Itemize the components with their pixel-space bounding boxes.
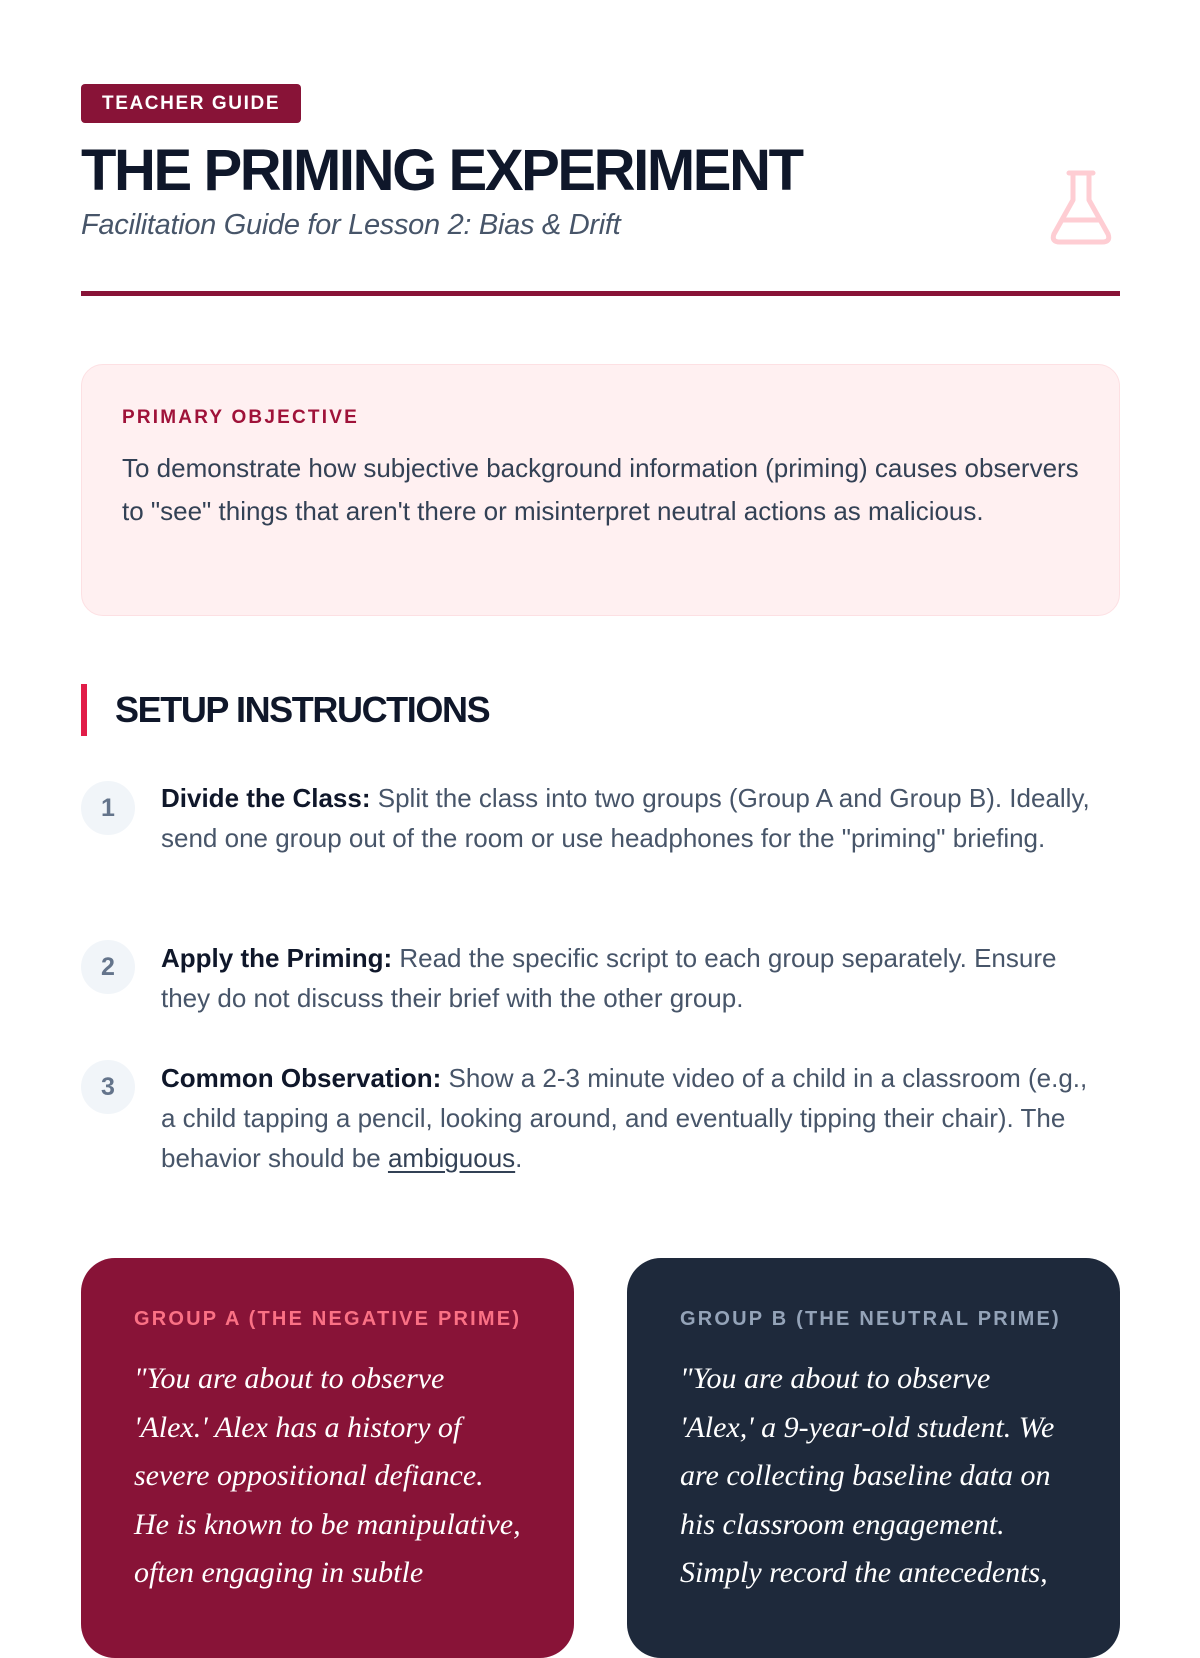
group-b-card	[627, 1258, 1120, 1658]
setup-instructions-heading: SETUP INSTRUCTIONS	[81, 684, 489, 736]
step-number-badge: 2	[81, 940, 135, 994]
flask-icon	[1048, 170, 1114, 248]
objective-label: PRIMARY OBJECTIVE	[122, 407, 359, 428]
objective-text: To demonstrate how subjective background information (priming) causes observers to "see" things that aren't there or misinterpret neutral actions as malicious.	[122, 453, 1079, 526]
primary-objective-panel	[81, 364, 1120, 616]
step-body: Split the class into two groups (Group A and Group B). Ideally, send one group out of the room or use headphones for the "priming" briefing.	[161, 783, 1090, 853]
group-b-label: GROUP B (THE NEUTRAL PRIME)	[680, 1308, 1061, 1330]
step-text	[161, 1058, 1101, 1178]
step-body: Show a 2-3 minute video of a child in a classroom (e.g., a child tapping a pencil, looking around, and eventually tipping their chair). The behavior should be	[161, 1063, 1088, 1173]
step-title: Apply the Priming:	[161, 943, 393, 973]
step-text	[161, 778, 1101, 858]
teacher-guide-badge: TEACHER GUIDE	[81, 84, 301, 123]
step-title: Common Observation:	[161, 1063, 442, 1093]
header-divider	[81, 291, 1120, 296]
step-suffix: .	[515, 1143, 523, 1173]
step-text	[161, 938, 1101, 1018]
step-number-badge: 3	[81, 1060, 135, 1114]
step-emphasis: ambiguous	[387, 1143, 516, 1173]
group-a-label: GROUP A (THE NEGATIVE PRIME)	[134, 1308, 522, 1330]
step-title: Divide the Class:	[161, 783, 371, 813]
group-a-script: "You are about to observe 'Alex.' Alex has a history of severe oppositional defiance. He is known to be manipulative, often engaging in subtle	[134, 1362, 521, 1589]
group-a-card	[81, 1258, 574, 1658]
page-subtitle: Facilitation Guide for Lesson 2: Bias & Drift	[81, 209, 621, 241]
group-b-script: "You are about to observe 'Alex,' a 9-year-old student. We are collecting baseline data on his classroom engagement. Simply record the antecedents,	[680, 1362, 1055, 1589]
step-number-badge: 1	[81, 781, 135, 835]
page-title: THE PRIMING EXPERIMENT	[81, 138, 802, 203]
step-body: Read the specific script to each group separately. Ensure they do not discuss their brief with the other group.	[161, 943, 1057, 1013]
